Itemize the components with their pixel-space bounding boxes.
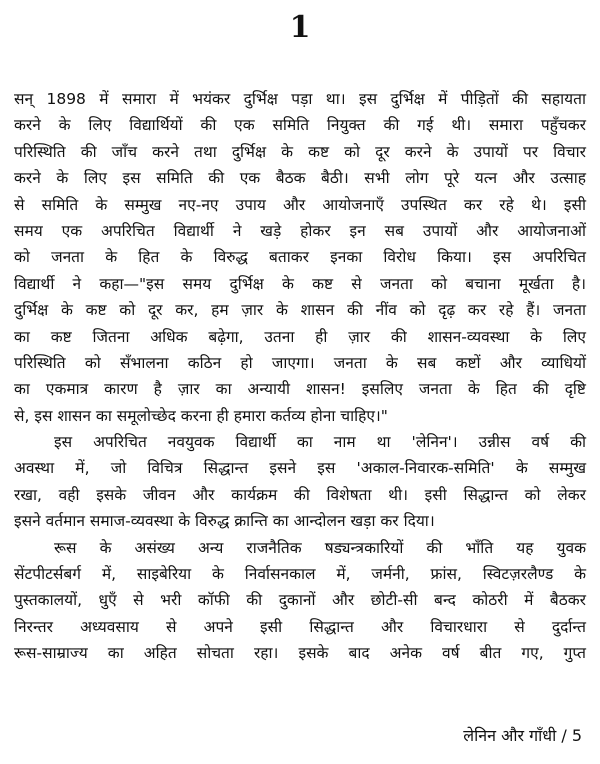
paragraph-1 [14,86,586,429]
text-line: परिस्थिति की जाँच करने तथा दुर्भिक्ष के कष्ट को दूर करने के उपायों पर विचार [14,142,586,161]
text-line: रखा, वही इसके जीवन और कार्यक्रम की विशेषता थी। इसी सिद्धान्त को लेकर [14,485,586,504]
text-line: को जनता के हित के विरुद्ध बताकर इनका विरोध किया। इस अपरिचित [14,248,586,267]
text-line: पुस्तकालयों, धुएँ से भरी कॉफी की दुकानों और छोटी-सी बन्द कोठरी में बैठकर [14,591,586,610]
text-line: करने के लिए इस समिति की एक बैठक बैठी। सभी लोग पूरे यत्न और उत्साह [14,169,586,188]
paragraph-3 [14,535,586,667]
text-line: इस अपरिचित नवयुवक विद्यार्थी का नाम था 'लेनिन'। उन्नीस वर्ष की [54,433,586,452]
text-line: समय एक अपरिचित विद्यार्थी ने खड़े होकर इन सब उपायों और आयोजनाओं [14,221,586,240]
text-line: सन् 1898 में समारा में भयंकर दुर्भिक्ष पड़ा था। इस दुर्भिक्ष में पीड़ितों की सहायता [14,90,586,108]
text-line: सेंटपीटर्सबर्ग में, साइबेरिया के निर्वासनकाल में, जर्मनी, फ्रांस, स्विटज़रलैण्ड के [14,565,586,584]
text-line: विद्यार्थी ने कहा—"इस समय दुर्भिक्ष के कष्ट से जनता को बचाना मूर्खता है। [14,274,586,293]
page-footer: लेनिन और गाँधी / 5 [463,726,582,745]
text-line: रूस के असंख्य अन्य राजनैतिक षड्यन्त्रकारियों की भाँति यह युवक [54,538,586,557]
text-line: दुर्भिक्ष के कष्ट को दूर कर, हम ज़ार के शासन की नींव को दृढ़ कर रहे हैं। जनता [14,301,586,320]
text-line: से, इस शासन का समूलोच्छेद करना ही हमारा कर्तव्य होना चाहिए।" [14,406,388,425]
paragraph-2 [14,429,586,535]
text-line: रूस-साम्राज्य का अहित सोचता रहा। इसके बाद अनेक वर्ष बीत गए, गुप्त [14,644,586,663]
text-line: का कष्ट जितना अधिक बढ़ेगा, उतना ही ज़ार की शासन-व्यवस्था के लिए [14,327,586,346]
text-line: परिस्थिति को सँभालना कठिन हो जाएगा। जनता के सब कष्टों और व्याधियों [14,353,586,372]
text-line: का एकमात्र कारण है ज़ार का अन्यायी शासन! इसलिए जनता के हित की दृष्टि [14,380,586,399]
body-text [14,86,586,667]
text-line: करने के लिए विद्यार्थियों की एक समिति नियुक्त की गई थी। समारा पहुँचकर [14,116,586,135]
text-line: से समिति के सम्मुख नए-नए उपाय और आयोजनाएँ उपस्थित कर रहे थे। इसी [14,195,586,214]
text-line: अवस्था में, जो विचित्र सिद्धान्त इसने इस 'अकाल-निवारक-समिति' के सम्मुख [14,459,586,478]
text-line: इसने वर्तमान समाज-व्यवस्था के विरुद्ध क्रान्ति का आन्दोलन खड़ा कर दिया। [14,512,435,531]
text-line: निरन्तर अध्यवसाय से अपने इसी सिद्धान्त और विचारधारा से दुर्दान्त [14,617,586,636]
chapter-number: 1 [289,10,311,45]
